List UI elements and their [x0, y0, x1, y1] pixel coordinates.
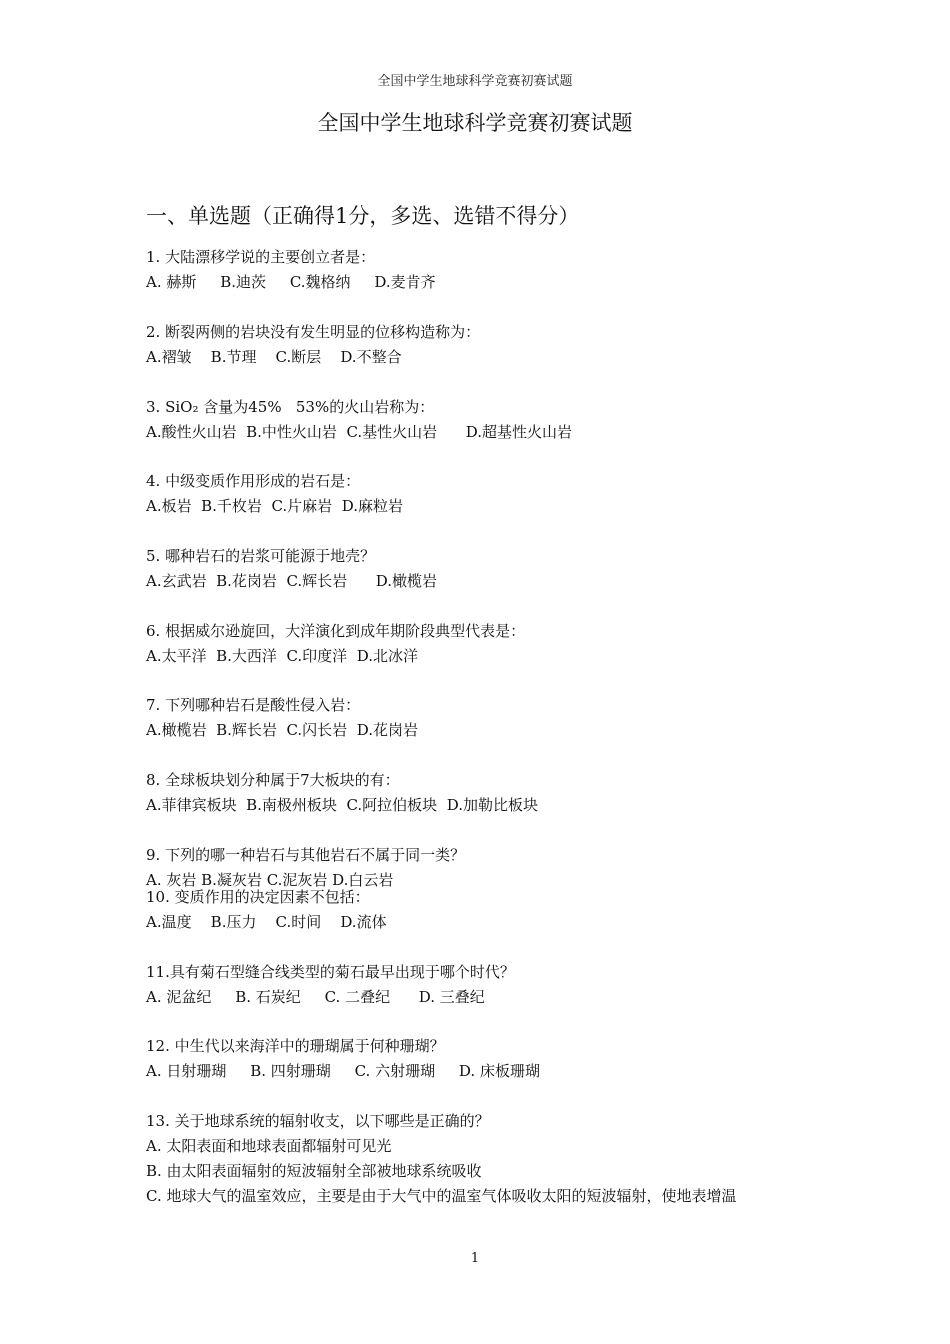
question-stem: 7. 下列哪种岩石是酸性侵入岩：: [146, 696, 361, 714]
options-line: A.板岩 B.千枚岩 C.片麻岩 D.麻粒岩: [146, 497, 403, 515]
question-13: [146, 1109, 736, 1209]
question-11: [146, 960, 515, 1010]
options-line: A.酸性火山岩 B.中性火山岩 C.基性火山岩 D.超基性火山岩: [146, 423, 573, 441]
question-7: [146, 693, 418, 743]
question-stem: 10. 变质作用的决定因素不包括：: [146, 888, 370, 906]
options-line: A. 太阳表面和地球表面都辐射可见光: [146, 1137, 392, 1155]
options-line: A.菲律宾板块 B.南极州板块 C.阿拉伯板块 D.加勒比板块: [146, 796, 538, 814]
question-stem: 3. SiO₂ 含量为45% 53%的火山岩称为：: [146, 398, 435, 416]
document-title: 全国中学生地球科学竞赛初赛试题: [317, 111, 633, 135]
section-heading: 一、单选题（正确得1分，多选、选错不得分）: [146, 204, 580, 228]
options-line: A.橄榄岩 B.辉长岩 C.闪长岩 D.花岗岩: [146, 721, 418, 739]
running-header: 全国中学生地球科学竞赛初赛试题: [377, 74, 573, 89]
question-stem: 11.具有菊石型缝合线类型的菊石最早出现于哪个时代？: [146, 963, 515, 981]
question-stem: 4. 中级变质作用形成的岩石是：: [146, 472, 361, 490]
question-4: [146, 469, 403, 519]
question-stem: 8. 全球板块划分种属于7大板块的有：: [146, 771, 400, 789]
options-line: C. 地球大气的温室效应，主要是由于大气中的温室气体吸收太阳的短波辐射，使地表增温: [146, 1187, 737, 1205]
options-line: A.玄武岩 B.花岗岩 C.辉长岩 D.橄榄岩: [146, 572, 438, 590]
question-stem: 2. 断裂两侧的岩块没有发生明显的位移构造称为：: [146, 323, 481, 341]
question-stem: 12. 中生代以来海洋中的珊瑚属于何种珊瑚？: [146, 1037, 445, 1055]
question-stem: 13. 关于地球系统的辐射收支，以下哪些是正确的？: [146, 1112, 490, 1130]
options-line: A. 赫斯 B.迪茨 C.魏格纳 D.麦肯齐: [146, 273, 436, 291]
options-line: A. 日射珊瑚 B. 四射珊瑚 C. 六射珊瑚 D. 床板珊瑚: [146, 1062, 540, 1080]
question-3: [146, 395, 572, 445]
question-10: [146, 885, 387, 935]
options-line: A.太平洋 B.大西洋 C.印度洋 D.北冰洋: [146, 647, 418, 665]
options-line: A. 泥盆纪 B. 石炭纪 C. 二叠纪 D. 三叠纪: [146, 988, 485, 1006]
question-5: [146, 544, 437, 594]
question-2: [146, 320, 480, 370]
options-line: A. 灰岩 B.凝灰岩 C.泥灰岩 D.白云岩: [146, 871, 394, 889]
question-stem: 6. 根据威尔逊旋回，大洋演化到成年期阶段典型代表是：: [146, 622, 526, 640]
question-6: [146, 619, 525, 669]
question-stem: 9. 下列的哪一种岩石与其他岩石不属于同一类？: [146, 846, 466, 864]
question-stem: 1. 大陆漂移学说的主要创立者是：: [146, 248, 376, 266]
options-line: B. 由太阳表面辐射的短波辐射全部被地球系统吸收: [146, 1162, 482, 1180]
options-line: A.褶皱 B.节理 C.断层 D.不整合: [146, 348, 402, 366]
question-8: [146, 768, 538, 818]
options-line: A.温度 B.压力 C.时间 D.流体: [146, 913, 387, 931]
page-number: 1: [470, 1251, 480, 1266]
question-12: [146, 1034, 540, 1084]
question-stem: 5. 哪种岩石的岩浆可能源于地壳？: [146, 547, 376, 565]
question-1: [146, 245, 436, 295]
